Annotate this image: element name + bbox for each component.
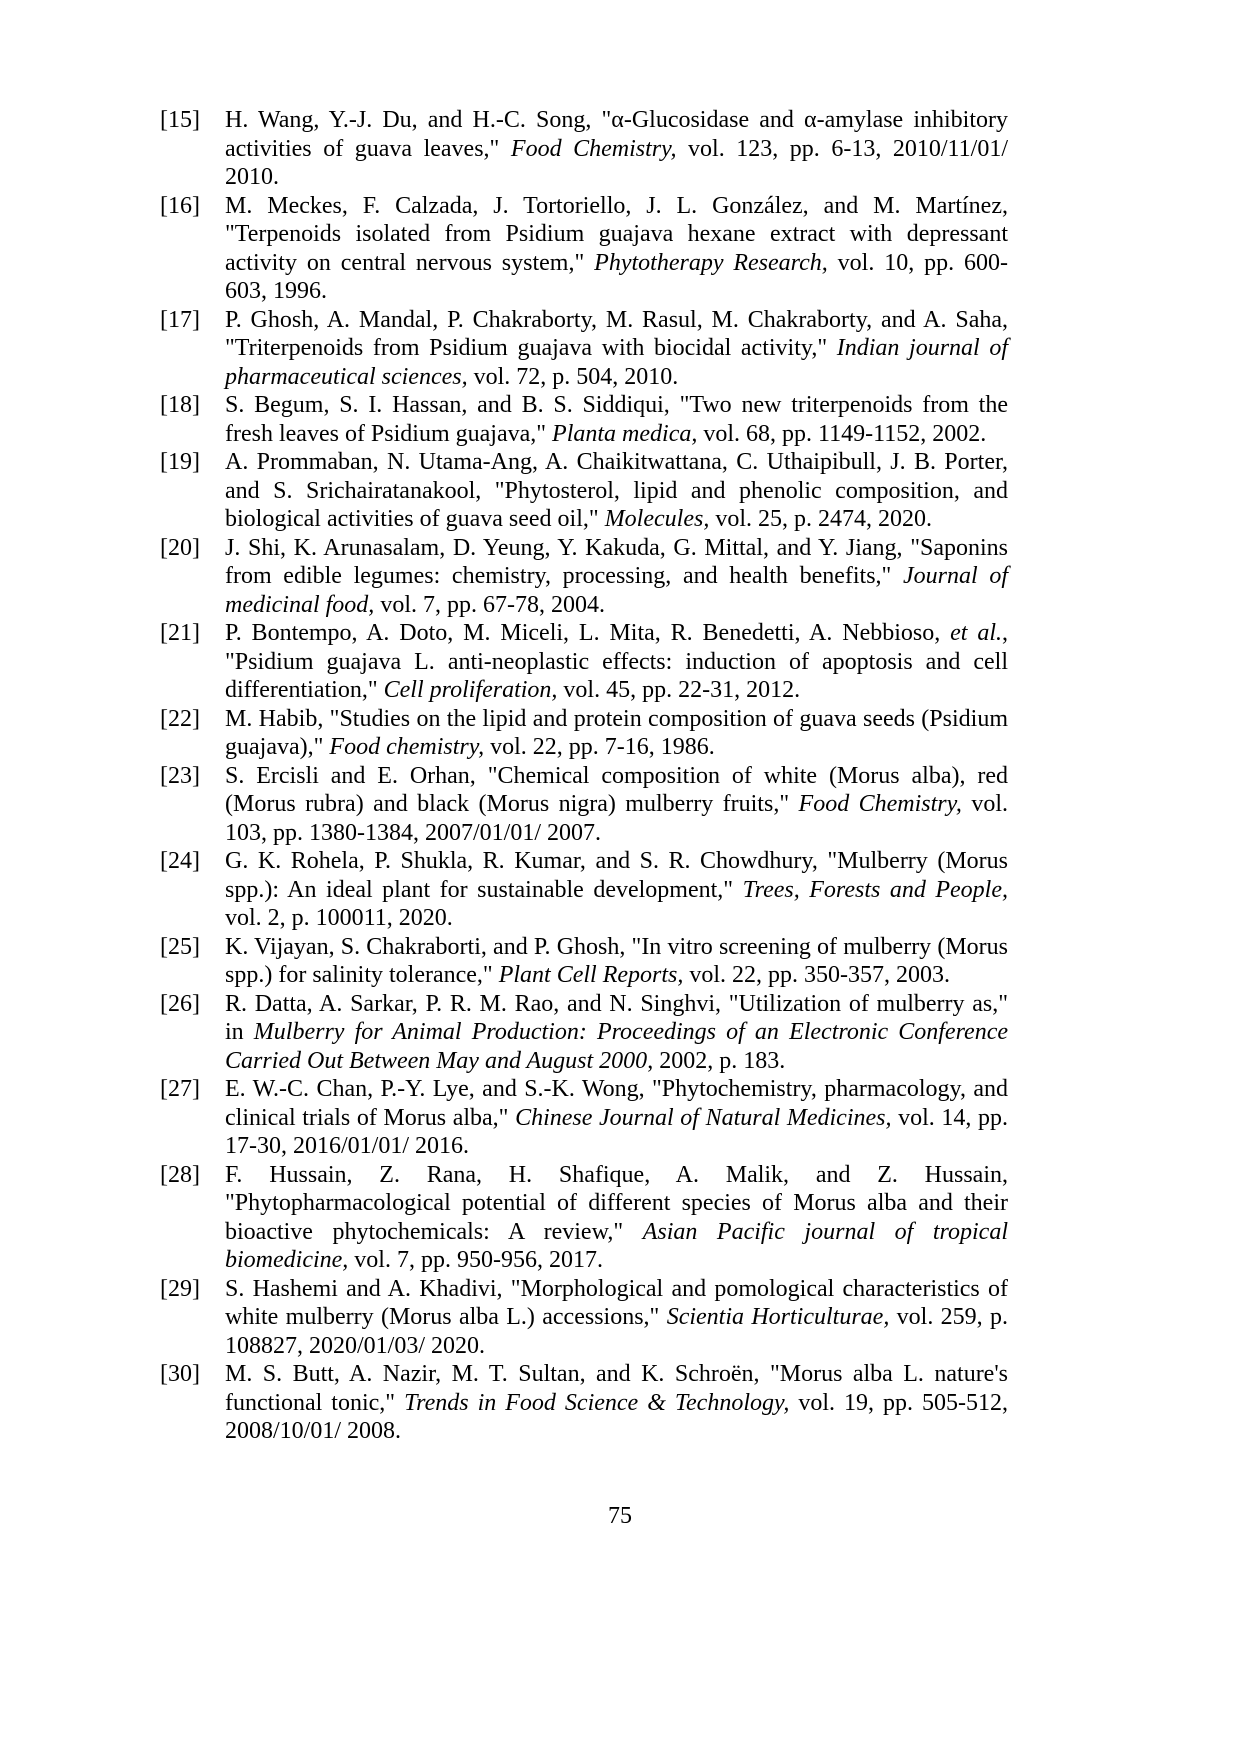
reference-text: [225, 1275, 1008, 1361]
reference-item: [160, 1275, 1008, 1361]
reference-item: [160, 534, 1008, 620]
reference-item: [160, 448, 1008, 534]
reference-number: [20]: [160, 534, 200, 561]
reference-text-segment: H. Wang, Y.-J. Du, and H.-C. Song, "α-Glucosidase and α-amylase inhibitory activities of guava leaves,": [225, 107, 1008, 162]
reference-number: [18]: [160, 392, 200, 418]
reference-number: [29]: [160, 1275, 200, 1302]
reference-journal: Indian journal of pharmaceutical sciences,: [225, 335, 1008, 390]
reference-text: [225, 448, 1008, 534]
reference-journal: Plant Cell Reports,: [498, 962, 684, 988]
reference-text-segment: , "Psidium guajava L. anti-neoplastic effects: induction of apoptosis and cell differentiation,": [225, 620, 1008, 703]
reference-text-segment: vol. 22, pp. 7-16, 1986.: [484, 734, 715, 760]
reference-text: [225, 106, 1008, 192]
reference-number: [25]: [160, 933, 200, 960]
reference-text-segment: vol. 7, pp. 67-78, 2004.: [374, 591, 605, 618]
reference-text-segment: J. Shi, K. Arunasalam, D. Yeung, Y. Kakuda, G. Mittal, and Y. Jiang, "Saponins from edible legumes: chemistry, processing, and health benefits,": [225, 534, 1008, 589]
reference-item: [160, 619, 1008, 705]
reference-text-segment: vol. 72, p. 504, 2010.: [467, 363, 679, 390]
reference-text: [225, 192, 1008, 306]
reference-text: [225, 933, 1008, 990]
reference-item: [160, 1161, 1008, 1275]
reference-number: [28]: [160, 1161, 200, 1188]
reference-journal: Planta medica,: [552, 420, 698, 447]
reference-number: [17]: [160, 306, 200, 333]
reference-text-segment: S. Begum, S. I. Hassan, and B. S. Siddiqui, "Two new triterpenoids from the fresh leaves of Psidium guajava,": [225, 392, 1008, 447]
reference-number: [16]: [160, 192, 200, 219]
reference-journal: Food chemistry,: [329, 734, 485, 760]
reference-number: [23]: [160, 762, 200, 789]
reference-text-segment: vol. 68, pp. 1149-1152, 2002.: [697, 420, 987, 447]
reference-item: [160, 1075, 1008, 1161]
reference-text-segment: vol. 45, pp. 22-31, 2012.: [557, 677, 801, 703]
reference-text-segment: P. Ghosh, A. Mandal, P. Chakraborty, M. Rasul, M. Chakraborty, and A. Saha, "Triterpenoids from Psidium guajava with biocidal activity,": [225, 306, 1008, 361]
reference-text-segment: vol. 10, pp. 600-603, 1996.: [225, 249, 1008, 304]
reference-text-segment: S. Ercisli and E. Orhan, "Chemical composition of white (Morus alba), red (Morus rubra) and black (Morus nigra) mulberry fruits,": [225, 762, 1008, 817]
reference-item: [160, 990, 1008, 1076]
reference-text: [225, 990, 1008, 1076]
reference-number: [27]: [160, 1076, 200, 1102]
reference-text-segment: E. W.-C. Chan, P.-Y. Lye, and S.-K. Wong, "Phytochemistry, pharmacology, and clinical trials of Morus alba,": [225, 1076, 1008, 1131]
page-number: 75: [608, 1503, 632, 1529]
reference-journal: Mulberry for Animal Production: Proceedings of an Electronic Conference Carried Out Between May and August 2000: [225, 1019, 1008, 1074]
reference-number: [21]: [160, 620, 200, 646]
reference-text-segment: vol. 25, p. 2474, 2020.: [709, 506, 932, 532]
reference-text: [225, 391, 1008, 448]
reference-text: [225, 1360, 1008, 1446]
reference-text-segment: M. S. Butt, A. Nazir, M. T. Sultan, and K. Schroën, "Morus alba L. nature's functional tonic,": [225, 1361, 1008, 1416]
reference-text: [225, 1161, 1008, 1275]
reference-journal: Trees, Forests and People,: [742, 876, 1009, 903]
reference-journal: Journal of medicinal food,: [225, 563, 1009, 618]
reference-text-segment: vol. 103, pp. 1380-1384, 2007/01/01/ 2007.: [225, 791, 1009, 846]
reference-journal: Molecules,: [604, 506, 710, 532]
reference-text: [225, 847, 1008, 933]
reference-journal: Food Chemistry,: [798, 791, 962, 817]
reference-item: [160, 762, 1008, 848]
reference-journal: Scientia Horticulturae,: [666, 1304, 890, 1330]
reference-text-segment: K. Vijayan, S. Chakraborti, and P. Ghosh, "In vitro screening of mulberry (Morus spp.) for salinity tolerance,": [225, 933, 1008, 988]
reference-text-segment: A. Prommaban, N. Utama-Ang, A. Chaikitwattana, C. Uthaipibull, J. B. Porter, and S. Srichairatanakool, "Phytosterol, lipid and phenolic composition, and biological activities of guava seed oil,": [225, 449, 1008, 532]
reference-text-segment: P. Bontempo, A. Doto, M. Miceli, L. Mita, R. Benedetti, A. Nebbioso,: [225, 620, 951, 646]
reference-journal: Asian Pacific journal of tropical biomedicine,: [225, 1218, 1008, 1273]
reference-text-segment: vol. 123, pp. 6-13, 2010/11/01/ 2010.: [225, 135, 1008, 190]
reference-journal: Food Chemistry,: [510, 135, 677, 162]
reference-text-segment: vol. 19, pp. 505-512, 2008/10/01/ 2008.: [225, 1389, 1009, 1444]
reference-text-segment: vol. 2, p. 100011, 2020.: [225, 905, 453, 931]
reference-text: [225, 1075, 1008, 1161]
reference-journal: et al.: [950, 620, 1002, 646]
reference-number: [24]: [160, 848, 200, 874]
reference-item: [160, 192, 1008, 306]
reference-number: [19]: [160, 449, 200, 475]
reference-number: [22]: [160, 705, 200, 732]
reference-text: [225, 534, 1008, 620]
reference-list: [160, 106, 1008, 1446]
reference-text: [225, 705, 1008, 762]
reference-number: [30]: [160, 1361, 200, 1387]
reference-text-segment: G. K. Rohela, P. Shukla, R. Kumar, and S. R. Chowdhury, "Mulberry (Morus spp.): An ideal plant for sustainable development,": [225, 848, 1008, 903]
reference-text-segment: vol. 22, pp. 350-357, 2003.: [683, 962, 951, 988]
reference-item: [160, 1360, 1008, 1446]
reference-number: [15]: [160, 107, 200, 133]
reference-text: [225, 762, 1008, 848]
reference-item: [160, 705, 1008, 762]
reference-number: [26]: [160, 990, 200, 1017]
reference-text: [225, 619, 1008, 705]
reference-journal: Phytotherapy Research,: [594, 249, 828, 276]
reference-item: [160, 106, 1008, 192]
reference-text-segment: , 2002, p. 183.: [647, 1047, 786, 1074]
reference-journal: Cell proliferation,: [383, 677, 558, 703]
reference-text: [225, 306, 1008, 392]
reference-text-segment: vol. 14, pp. 17-30, 2016/01/01/ 2016.: [225, 1104, 1008, 1159]
reference-text-segment: S. Hashemi and A. Khadivi, "Morphological and pomological characteristics of white mulberry (Morus alba L.) accessions,": [225, 1275, 1008, 1330]
reference-text-segment: R. Datta, A. Sarkar, P. R. M. Rao, and N. Singhvi, "Utilization of mulberry as," in: [225, 990, 1008, 1045]
reference-text-segment: M. Habib, "Studies on the lipid and protein composition of guava seeds (Psidium guajava),": [225, 705, 1008, 760]
reference-journal: Trends in Food Science & Technology,: [404, 1389, 790, 1416]
reference-text-segment: F. Hussain, Z. Rana, H. Shafique, A. Malik, and Z. Hussain, "Phytopharmacological potential of different species of Morus alba and their bioactive phytochemicals: A review,": [225, 1161, 1008, 1245]
reference-item: [160, 391, 1008, 448]
reference-item: [160, 306, 1008, 392]
reference-journal: Chinese Journal of Natural Medicines,: [515, 1104, 892, 1131]
reference-item: [160, 933, 1008, 990]
reference-text-segment: vol. 259, p. 108827, 2020/01/03/ 2020.: [225, 1304, 1008, 1359]
reference-text-segment: M. Meckes, F. Calzada, J. Tortoriello, J. L. González, and M. Martínez, "Terpenoids isolated from Psidium guajava hexane extract with depressant activity on central nervous system,": [225, 192, 1008, 276]
reference-item: [160, 847, 1008, 933]
reference-text-segment: vol. 7, pp. 950-956, 2017.: [348, 1247, 603, 1273]
